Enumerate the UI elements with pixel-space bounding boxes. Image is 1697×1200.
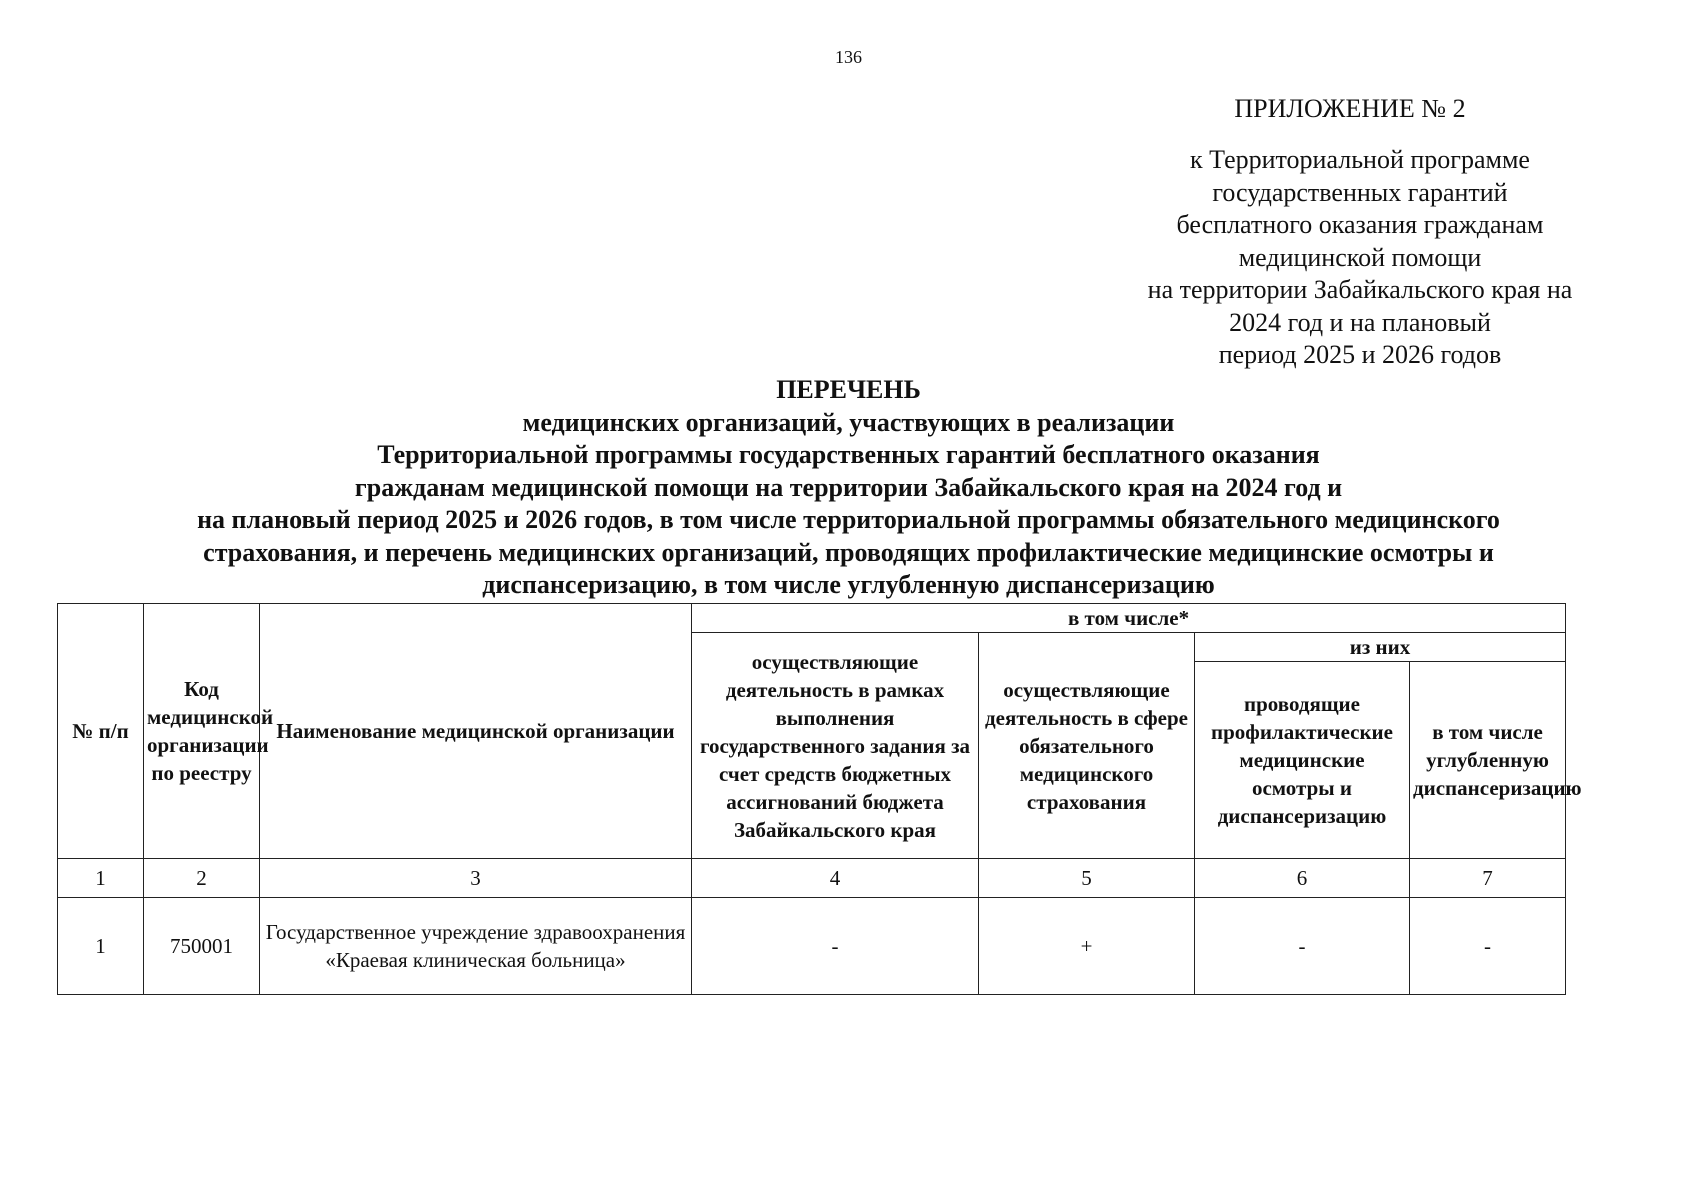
column-numbers-row [58,859,1566,898]
column-number: 5 [979,859,1195,898]
header-num: № п/п [58,604,144,859]
column-number: 6 [1195,859,1410,898]
header-col4: осуществляющие деятельность в рамках выполнения государственного задания за счет средств бюджетных ассигнований бюджета Забайкальского края [692,633,979,859]
header-name: Наименование медицинской организации [260,604,692,859]
header-group: в том числе* [692,604,1566,633]
header-col5: осуществляющие деятельность в сфере обязательного медицинского страхования [979,633,1195,859]
cell-col6: - [1195,898,1410,995]
heading-line: гражданам медицинской помощи на территории Забайкальского края на 2024 год и [354,472,1343,502]
cell-code: 750001 [144,898,260,995]
column-number: 7 [1410,859,1566,898]
table-row [58,898,1566,995]
appendix-line: 2024 год и на плановый [1229,307,1491,337]
heading-line: Территориальной программы государственных гарантий бесплатного оказания [377,440,1320,469]
cell-col4: - [692,898,979,995]
column-number: 2 [144,859,260,898]
cell-col7: - [1410,898,1566,995]
appendix-line: медицинской помощи [1238,242,1482,272]
heading-line: на плановый период 2025 и 2026 годов, в том числе территориальной программы обязательного медицинского [197,505,1500,534]
cell-org-name: Государственное учреждение здравоохранения «Краевая клиническая больница» [260,898,692,995]
header-code: Код медицинской организации по реестру [144,604,260,859]
cell-col5: + [979,898,1195,995]
heading-line: страхования, и перечень медицинских организаций, проводящих профилактические медицинские осмотры и [203,537,1494,567]
page-number: 136 [835,47,862,67]
heading-line: диспансеризацию, в том числе углубленную диспансеризацию [482,570,1215,599]
column-number: 1 [58,859,144,898]
column-number: 4 [692,859,979,898]
heading-line: медицинских организаций, участвующих в реализации [522,407,1175,437]
appendix-subtitle [1100,144,1620,372]
document-heading [40,374,1657,602]
appendix-title: ПРИЛОЖЕНИЕ № 2 [1234,94,1466,123]
appendix-line: государственных гарантий [1212,177,1508,207]
header-col6: проводящие профилактические медицинские осмотры и диспансеризацию [1195,662,1410,859]
column-number: 3 [260,859,692,898]
appendix-line: на территории Забайкальского края на [1147,275,1573,304]
header-row [58,604,1566,633]
header-subgroup: из них [1195,633,1566,662]
appendix-line: к Территориальной программе [1190,145,1530,174]
header-col7: в том числе углубленную диспансеризацию [1410,662,1566,859]
heading-title: ПЕРЕЧЕНЬ [776,375,921,404]
appendix-line: бесплатного оказания гражданам [1176,210,1544,239]
organizations-table [57,603,1582,995]
cell-num: 1 [58,898,144,995]
appendix-line: период 2025 и 2026 годов [1218,340,1502,369]
